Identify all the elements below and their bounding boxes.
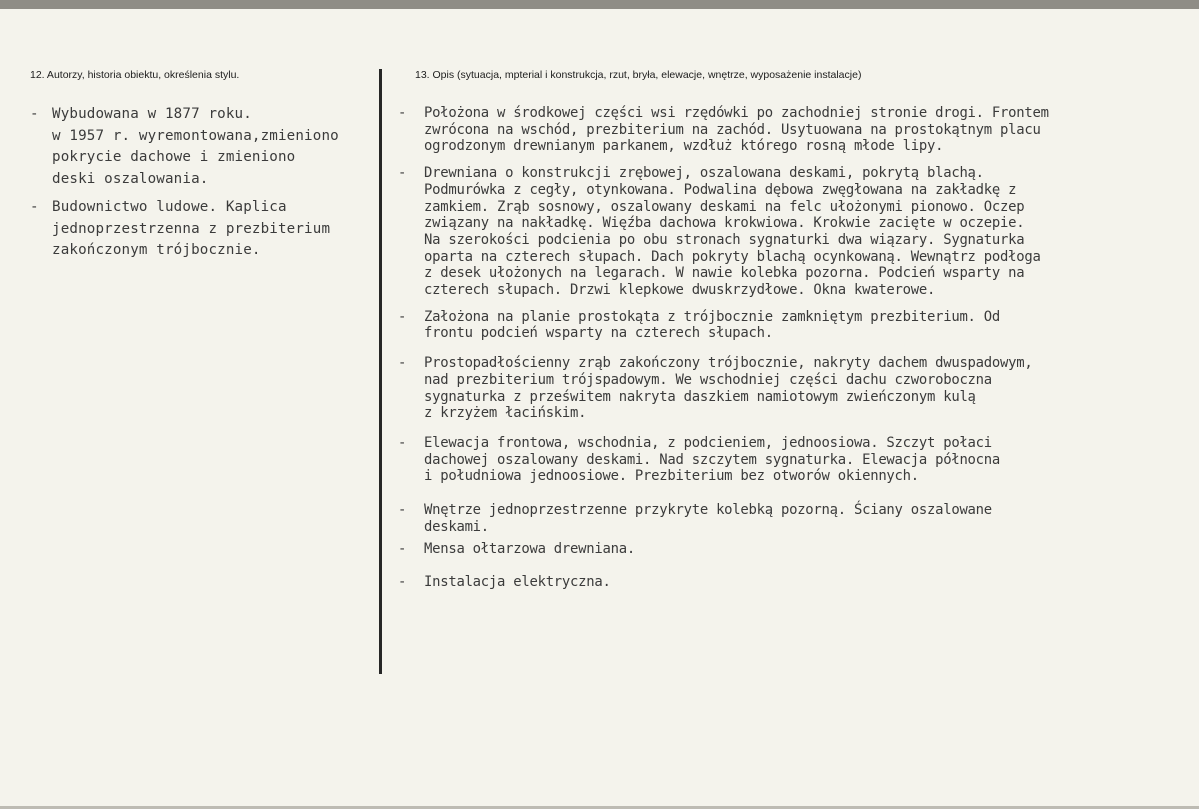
entry-bullet: -	[398, 434, 407, 451]
description-entry-location	[398, 105, 1188, 155]
entry-bullet: -	[398, 308, 407, 325]
entry-text: Elewacja frontowa, wschodnia, z podcieniem, jednoosiowa. Szczyt połaci dachowej oszalowany deskami. Nad szczytem sygnaturka. Elewacja północna i południowa jednoosiowe. Prezbiterium bez otworów okiennych.	[424, 434, 1001, 485]
section-12-heading: 12. Autorzy, historia obiektu, określenia stylu.	[30, 69, 240, 81]
section-13-heading: 13. Opis (sytuacja, mpterial i konstrukcja, rzut, bryła, elewacje, wnętrze, wyposażenie instalacje)	[415, 69, 862, 81]
section-13-body	[398, 105, 1188, 591]
entry-text: Położona w środkowej części wsi rzędówki po zachodniej stronie drogi. Frontem zwrócona na wschód, prezbiterium na zachód. Usytuowana na prostokątnym placu ogrodzonym drewnianym parkanem, wzdłuż którego rosną młode lipy.	[424, 105, 1049, 155]
style-entry	[30, 197, 375, 262]
description-entry-body	[398, 355, 1188, 422]
entry-text: Wnętrze jednoprzestrzenne przykryte kolebką pozorną. Ściany oszalowane deskami.	[424, 502, 992, 535]
description-entry-plan	[398, 309, 1188, 342]
description-entry-construction	[398, 165, 1188, 299]
description-entry-elevations	[398, 435, 1188, 485]
history-entry	[30, 104, 375, 190]
entry-bullet: -	[30, 106, 39, 122]
section-12-body	[30, 104, 375, 262]
entry-text: Mensa ołtarzowa drewniana.	[424, 541, 635, 558]
entry-text: Założona na planie prostokąta z trójbocznie zamkniętym prezbiterium. Od frontu podcień wsparty na czterech słupach.	[424, 308, 1001, 342]
description-entry-interior	[398, 502, 1188, 535]
entry-text: Drewniana o konstrukcji zrębowej, oszalowana deskami, pokrytą blachą. Podmurówka z cegły, otynkowana. Podwalina dębowa zwęgłowana na zakładkę z zamkiem. Zrąb sosnowy, oszalowany deskami na felc ułożonymi pionowo. Oczep związany na nakładkę. Więźba dachowa krokwiowa. Krokwie zacięte w oczepie. Na szerokości podcienia po obu stronach sygnaturki dwa wiązary. Sygnaturka oparta na czterech słupach. Dach pokryty blachą ocynkowaną. Wewnątrz podłoga z desek ułożonych na legarach. W nawie kolebka pozorna. Podcień wsparty na czterech słupach. Drzwi klepkowe dwuskrzydłowe. Okna kwaterowe.	[424, 165, 1041, 299]
entry-bullet: -	[398, 105, 407, 121]
entry-bullet: -	[398, 541, 407, 558]
description-entry-furnishing	[398, 541, 1188, 558]
entry-bullet: -	[398, 502, 407, 519]
entry-bullet: -	[398, 355, 407, 372]
entry-text: Budownictwo ludowe. Kaplica jednoprzestrzenna z prezbiterium zakończonym trójbocznie.	[52, 199, 331, 258]
entry-bullet: -	[398, 574, 407, 591]
entry-text: Wybudowana w 1877 roku. w 1957 r. wyremontowana,zmieniono pokrycie dachowe i zmieniono deski oszalowania.	[52, 106, 339, 187]
entry-bullet: -	[30, 199, 39, 215]
entry-text: Instalacja elektryczna.	[424, 574, 611, 591]
entry-text: Prostopadłościenny zrąb zakończony trójbocznie, nakryty dachem dwuspadowym, nad prezbiterium trójspadowym. We wschodniej części dachu czworoboczna sygnaturka z prześwitem nakryta daszkiem namiotowym zwieńczonym kulą z krzyżem łacińskim.	[424, 355, 1033, 422]
description-entry-installations	[398, 574, 1188, 591]
entry-bullet: -	[398, 165, 407, 182]
column-divider	[379, 69, 382, 674]
